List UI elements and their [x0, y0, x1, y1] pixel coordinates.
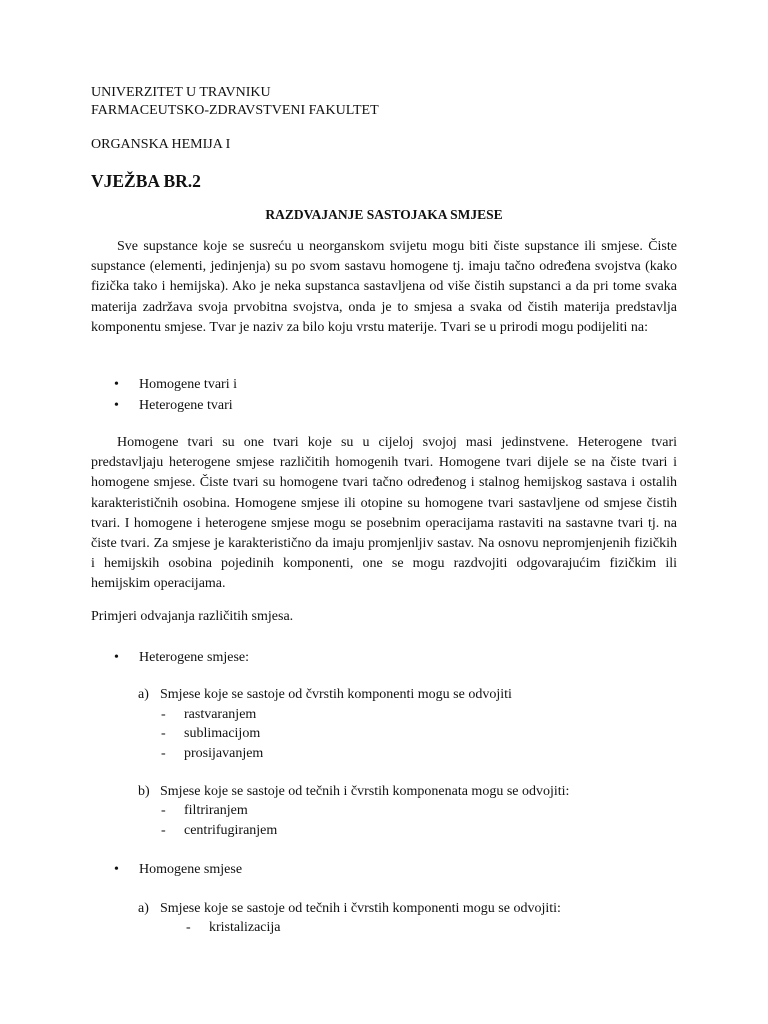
heterogene-label: Heterogene smjese: — [139, 650, 250, 665]
method-text: kristalizacija — [209, 920, 281, 935]
dash-mark: - — [161, 803, 166, 818]
university-name: UNIVERZITET U TRAVNIKU — [91, 85, 271, 100]
bullet-mark: • — [114, 377, 119, 392]
method-text: prosijavanjem — [184, 746, 264, 761]
sublist-text: Smjese koje se sastoje od čvrstih komponenti mogu se odvojiti — [160, 687, 512, 702]
homogene-label: Homogene smjese — [139, 862, 243, 877]
bullet-mark: • — [114, 650, 119, 665]
dash-mark: - — [186, 920, 191, 935]
dash-mark: - — [161, 746, 166, 761]
list-item-text: Homogene tvari i — [139, 377, 237, 392]
dash-mark: - — [161, 726, 166, 741]
method-text: centrifugiranjem — [184, 823, 278, 838]
bullet-mark: • — [114, 862, 119, 877]
sublist-marker: a) — [138, 687, 149, 702]
intro-paragraph: Sve supstance koje se susreću u neorganskom svijetu mogu biti čiste supstance ili smjese. Čiste supstance (elementi, jedinjenja) su po svom sastavu homogene tj. imaju tačno određena svojstva (kako fizička tako i hemijska). Ako je neka supstanca sastavljena od više čistih supstanci a da pri tome svaka materija zadržava svoja prvobitna svojstva, onda je to smjesa a svaka od čistih materija predstavlja komponentu smjese. Tvar je naziv za bilo koju vrstu materije. Tvari se u prirodi mogu podijeliti na: — [91, 239, 677, 335]
faculty-name: FARMACEUTSKO-ZDRAVSTVENI FAKULTET — [91, 103, 379, 118]
method-text: rastvaranjem — [184, 707, 257, 722]
course-name: ORGANSKA HEMIJA I — [91, 137, 231, 152]
examples-intro: Primjeri odvajanja različitih smjesa. — [91, 609, 294, 624]
exercise-title: VJEŽBA BR.2 — [91, 171, 201, 191]
section-title: RAZDVAJANJE SASTOJAKA SMJESE — [265, 207, 503, 222]
dash-mark: - — [161, 823, 166, 838]
dash-mark: - — [161, 707, 166, 722]
sublist-marker: a) — [138, 901, 149, 916]
sublist-text: Smjese koje se sastoje od tečnih i čvrstih komponenti mogu se odvojiti: — [160, 901, 561, 916]
sublist-marker: b) — [138, 784, 150, 799]
method-text: filtriranjem — [184, 803, 248, 818]
list-item-text: Heterogene tvari — [139, 398, 233, 413]
second-paragraph: Homogene tvari su one tvari koje su u cijeloj svojoj masi jedinstvene. Heterogene tvari predstavljaju heterogene smjese različitih homogenih tvari. Homogene tvari dijele se na čiste tvari i homogene smjese. Čiste tvari su homogene tvari tačno određenog i stalnog hemijskog sastava i ostalih karakterističnih osobina. Homogene smjese ili otopine su homogene tvari sastavljene od smjese čistih tvari. I homogene i heterogene smjese mogu se posebnim operacijama rastaviti na sastavne tvari tj. na čiste tvari. Za smjese je karakteristično da imaju promjenljiv sastav. Na osnovu nepromjenjenih fizičkih i hemijskih osobina pojedinih komponenti, one se mogu razdvojiti odgovarajućim fizičkim ili hemijskim operacijama. — [91, 435, 677, 592]
sublist-text: Smjese koje se sastoje od tečnih i čvrstih komponenata mogu se odvojiti: — [160, 784, 570, 799]
method-text: sublimacijom — [184, 726, 261, 741]
bullet-mark: • — [114, 398, 119, 413]
